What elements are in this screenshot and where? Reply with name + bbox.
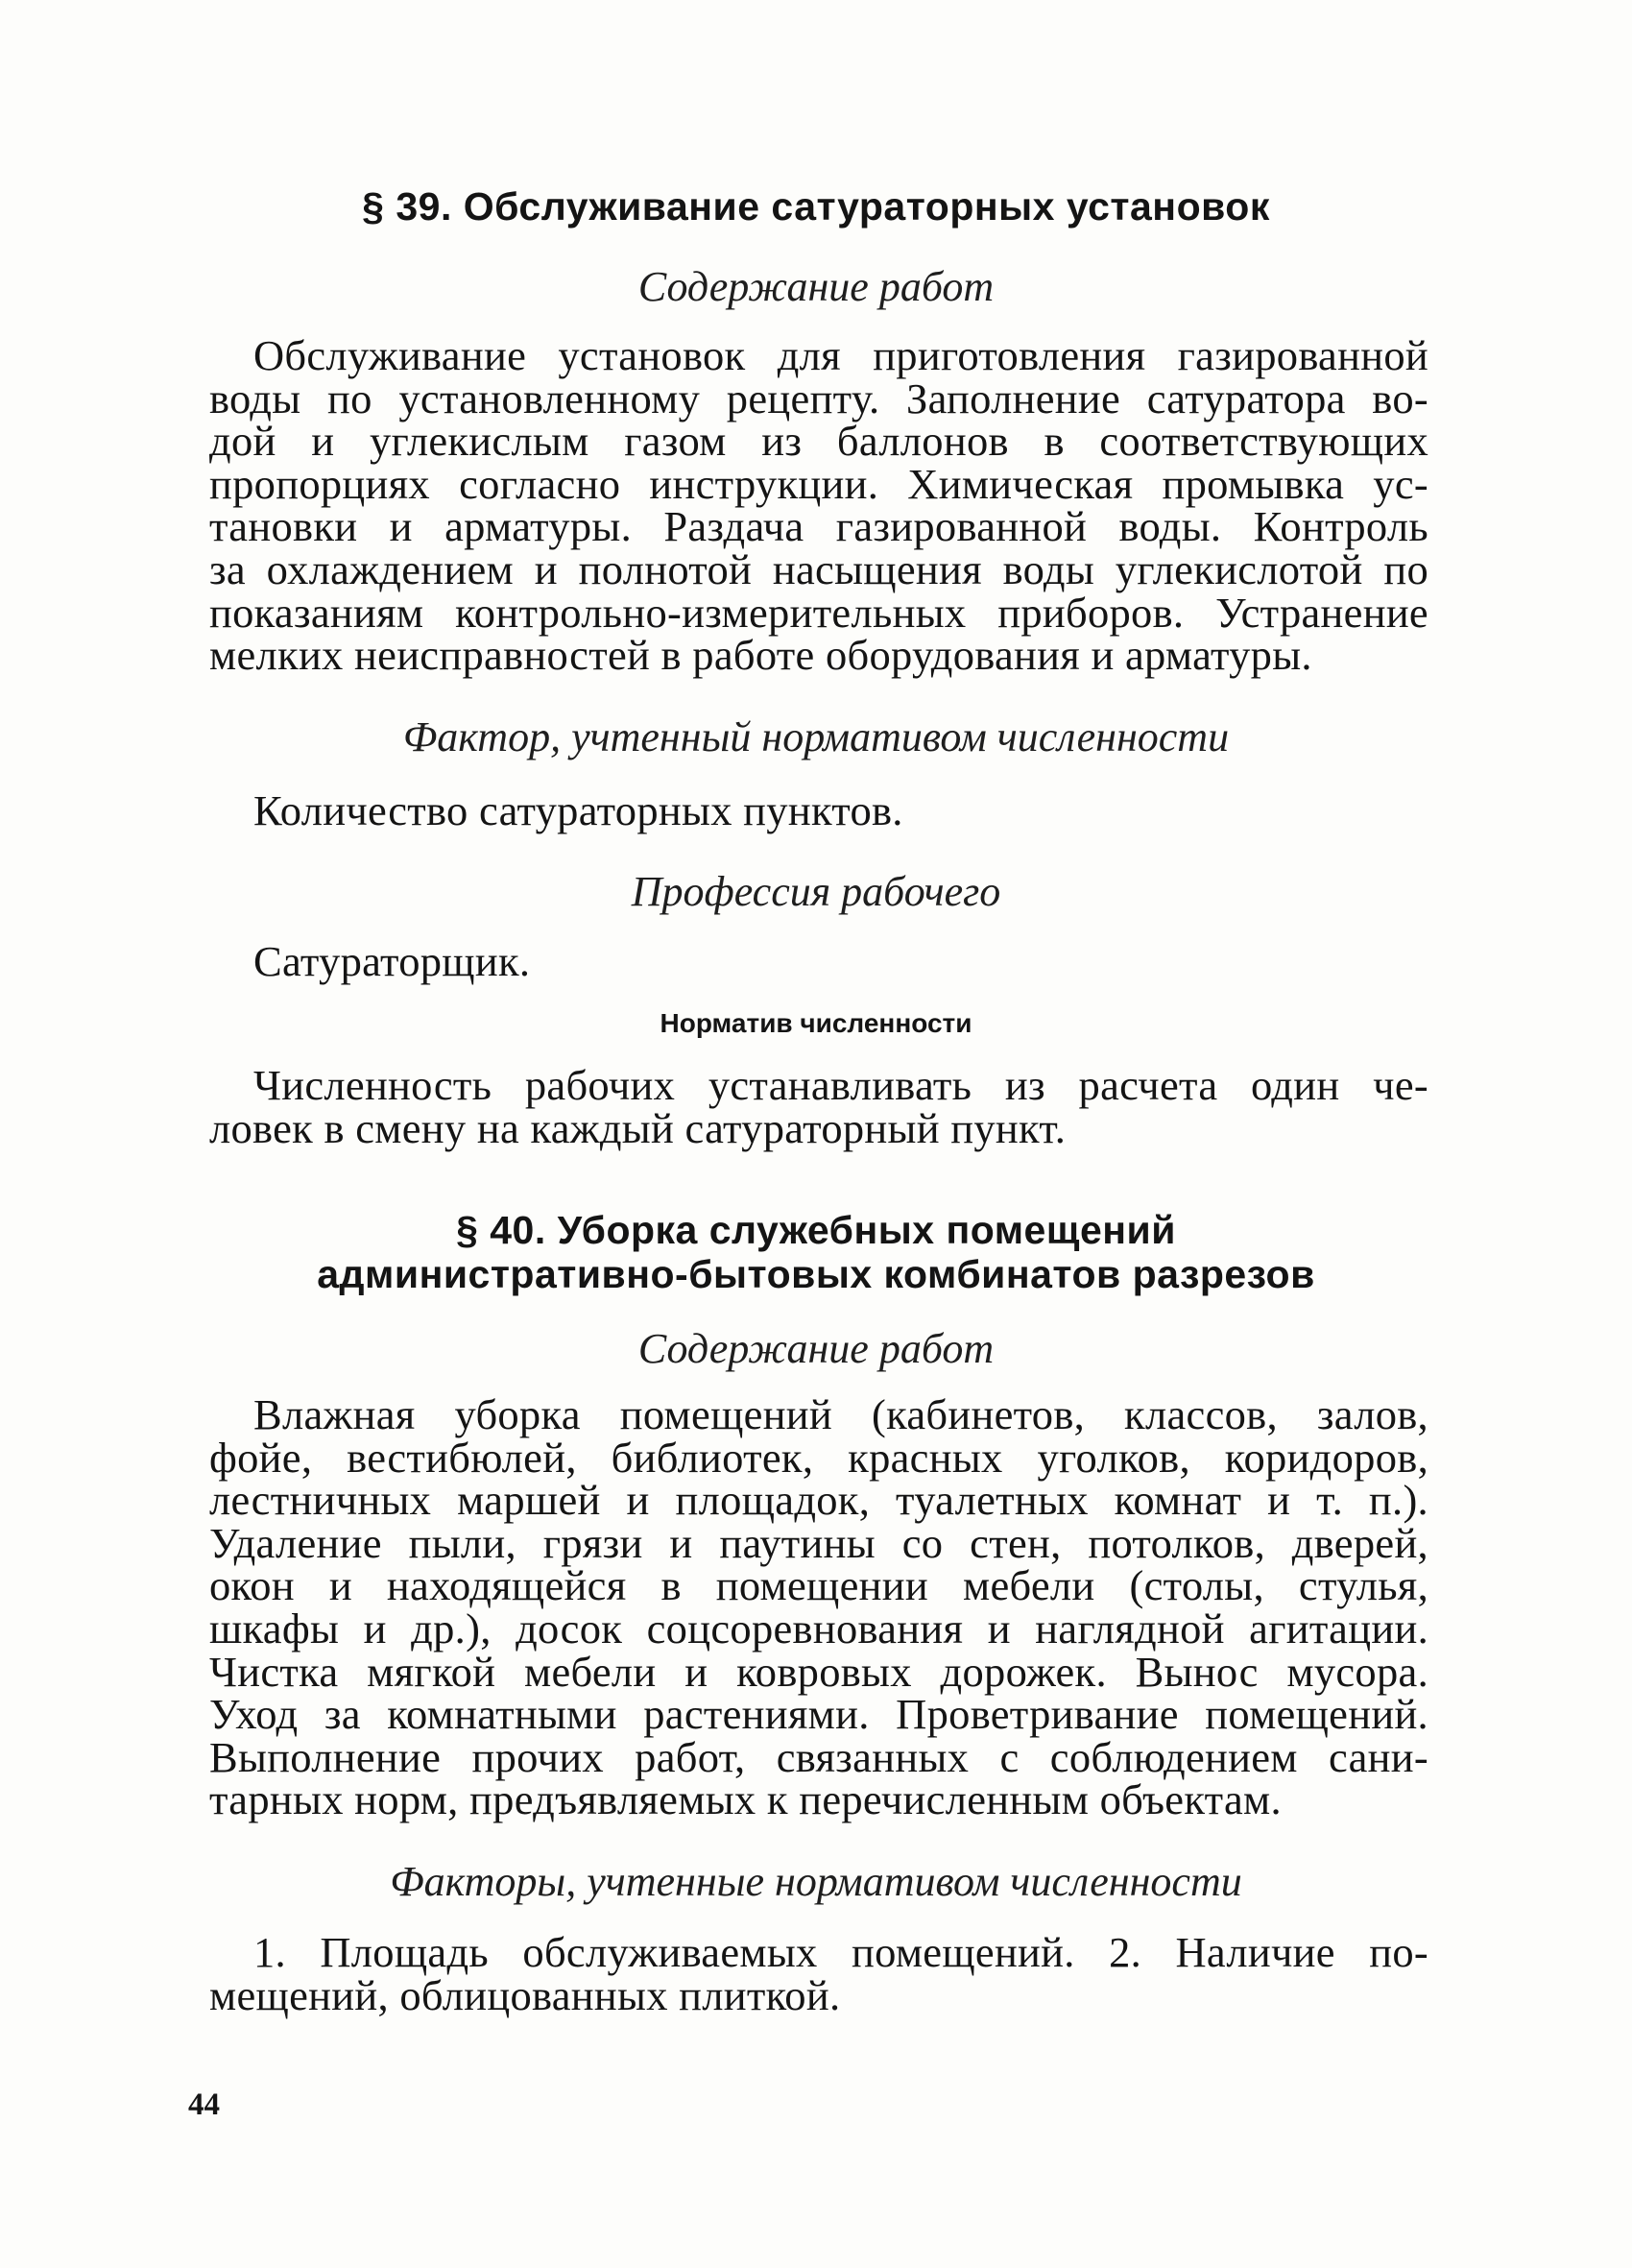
paragraph-line: воды по установленному рецепту. Заполнение сатуратора во- bbox=[209, 374, 1428, 422]
section-40-title-line-2: административно-бытовых комбинатов разрезов bbox=[317, 1252, 1315, 1296]
paragraph-line: Уход за комнатными растениями. Проветривание помещений. bbox=[209, 1690, 1428, 1739]
paragraph-line: Удаление пыли, грязи и паутины со стен, потолков, дверей, bbox=[209, 1518, 1428, 1567]
section-40-factors-paragraph bbox=[209, 1928, 1428, 2019]
paragraph-line: Численность рабочих устанавливать из расчета один че- bbox=[253, 1061, 1428, 1109]
section-39-norm-paragraph bbox=[209, 1061, 1428, 1152]
paragraph-line: Обслуживание установок для приготовления газированной bbox=[253, 331, 1428, 379]
paragraph-line: лестничных маршей и площадок, туалетных комнат и т. п.). bbox=[209, 1476, 1428, 1525]
paragraph-line: Чистка мягкой мебели и ковровых дорожек. Вынос мусора. bbox=[209, 1647, 1428, 1696]
section-39-content-paragraph bbox=[209, 331, 1428, 680]
paragraph-line: пропорциях согласно инструкции. Химическая промывка ус- bbox=[209, 459, 1428, 508]
section-40-content-heading: Содержание работ bbox=[637, 1325, 995, 1372]
paragraph-line: ловек в смену на каждый сатураторный пункт. bbox=[209, 1103, 1067, 1152]
paragraph-line: тарных норм, предъявляемых к перечисленным объектам. bbox=[209, 1775, 1282, 1824]
section-39-factor-text: Количество сатураторных пунктов. bbox=[253, 786, 903, 834]
paragraph-line: окон и находящейся в помещении мебели (столы, стулья, bbox=[209, 1561, 1428, 1610]
paragraph-line: 1. Площадь обслуживаемых помещений. 2. Наличие по- bbox=[253, 1928, 1428, 1976]
paragraph-line: тановки и арматуры. Раздача газированной воды. Контроль bbox=[209, 502, 1428, 551]
section-39-norm-heading: Норматив численности bbox=[660, 1008, 972, 1038]
paragraph-line: за охлаждением и полнотой насыщения воды углекислотой по bbox=[209, 544, 1428, 593]
section-39-factor-heading: Фактор, учтенный нормативом численности bbox=[402, 713, 1230, 760]
paragraph-line: фойе, вестибюлей, библиотек, красных уголков, коридоров, bbox=[209, 1433, 1428, 1482]
paragraph-line: Выполнение прочих работ, связанных с соблюдением сани- bbox=[209, 1732, 1428, 1781]
paragraph-line: Влажная уборка помещений (кабинетов, классов, залов, bbox=[253, 1390, 1428, 1438]
section-39-content-heading: Содержание работ bbox=[637, 263, 995, 310]
paragraph-line: дой и углекислым газом из баллонов в соответствующих bbox=[209, 417, 1428, 466]
section-40-factors-heading: Факторы, учтенные нормативом численности bbox=[390, 1858, 1242, 1905]
paragraph-line: мещений, облицованных плиткой. bbox=[209, 1970, 841, 2019]
section-39-profession-heading: Профессия рабочего bbox=[631, 868, 1001, 915]
section-40-content-paragraph bbox=[209, 1390, 1428, 1824]
section-39-title: § 39. Обслуживание сатураторных установок bbox=[362, 184, 1270, 229]
page-number: 44 bbox=[188, 2087, 220, 2122]
paragraph-line: мелких неисправностей в работе оборудования и арматуры. bbox=[209, 631, 1312, 680]
paragraph-line: шкафы и др.), досок соцсоревнования и наглядной агитации. bbox=[209, 1604, 1428, 1653]
paragraph-line: показаниям контрольно-измерительных приборов. Устранение bbox=[209, 588, 1428, 637]
section-40-title-line-1: § 40. Уборка служебных помещений bbox=[456, 1208, 1176, 1252]
section-39-profession-text: Сатураторщик. bbox=[253, 937, 531, 985]
